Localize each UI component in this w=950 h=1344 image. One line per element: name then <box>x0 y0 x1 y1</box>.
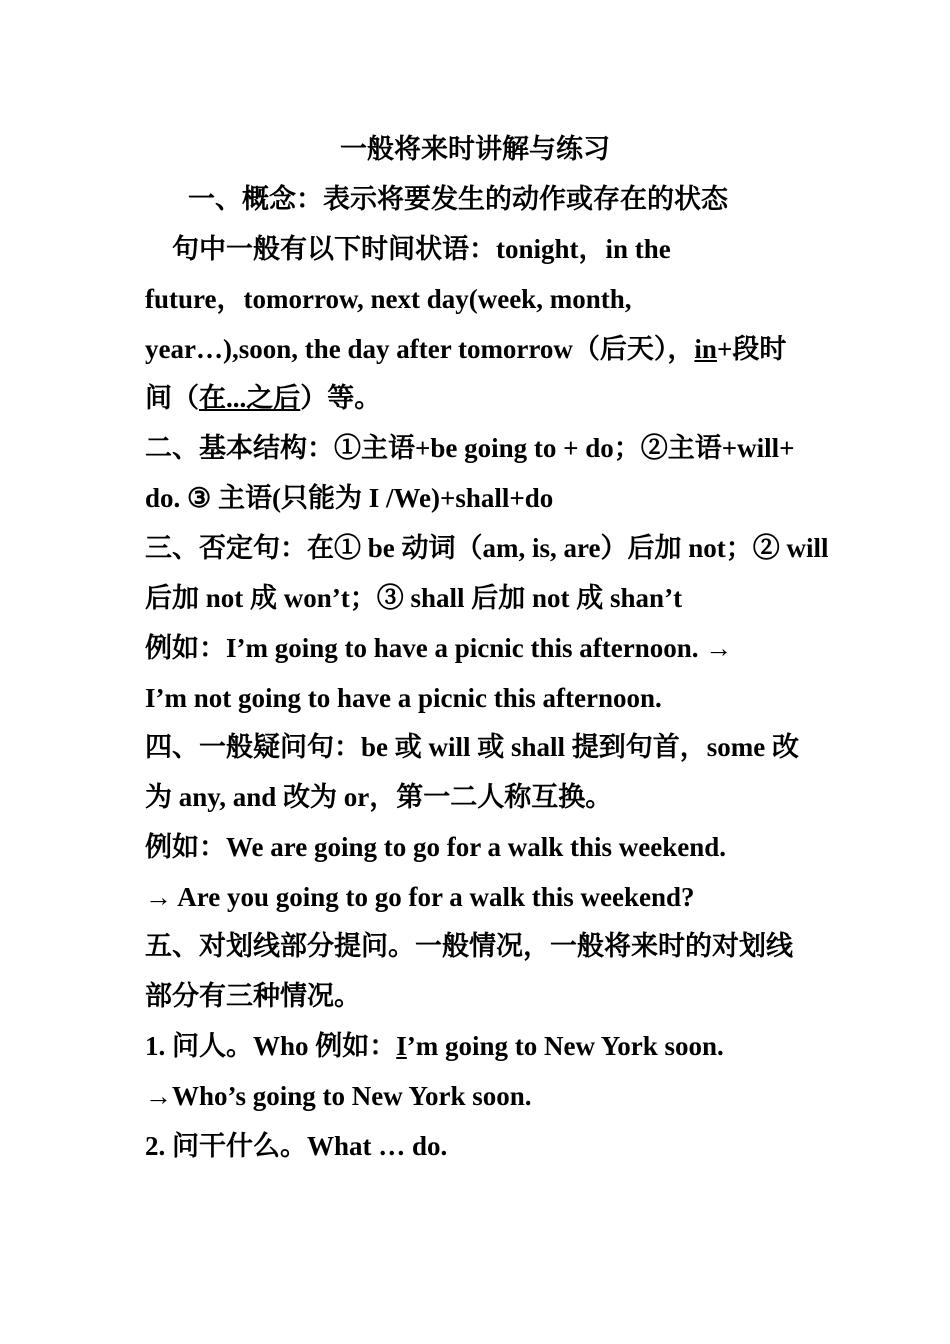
question-line-1: 四、一般疑问句：be 或 will 或 shall 提到句首，some 改 <box>145 732 800 762</box>
underlined-subject: I <box>396 1031 407 1061</box>
structure-line-2: do. ③ 主语(只能为 I /We)+shall+do <box>145 483 554 513</box>
question-example-answer: → Are you going to go for a walk this weekend? <box>145 882 695 912</box>
structure-line-1: 二、基本结构：①主语+be going to + do；②主语+will+ <box>145 433 795 463</box>
time-adverbial-line-2: future，tomorrow, next day(week, month, <box>145 284 632 314</box>
wh-item-2: 2. 问干什么。What … do. <box>145 1131 448 1161</box>
wh-item-1-rest: ’m going to New York soon. <box>406 1031 724 1061</box>
time-adverbial-line-1: 句中一般有以下时间状语：tonight，in the <box>172 234 671 264</box>
question-line-2: 为 any, and 改为 or，第一二人称互换。 <box>145 782 613 812</box>
underlined-after: 在...之后 <box>199 383 301 413</box>
time-adverbial-text-end: +段时 <box>716 334 787 364</box>
wh-item-1-prefix: 1. 问人。Who 例如： <box>145 1031 397 1061</box>
underlined-in: in <box>694 334 717 364</box>
time-adverbial-text: year…),soon, the day after tomorrow（后天）， <box>145 334 695 364</box>
wh-item-1 <box>145 1029 815 1063</box>
question-example: 例如：We are going to go for a walk this weekend. <box>145 832 727 862</box>
negative-line-2: 后加 not 成 won’t；③ shall 后加 not 成 shan’t <box>145 583 683 613</box>
negative-example: 例如：I’m going to have a picnic this afternoon. → <box>145 633 733 663</box>
page-title: 一般将来时讲解与练习 <box>340 134 610 164</box>
concept-heading: 一、概念：表示将要发生的动作或存在的状态 <box>188 184 728 214</box>
time-adverbial-line-3 <box>145 332 815 366</box>
negative-example-answer: I’m not going to have a picnic this afternoon. <box>145 683 662 713</box>
time-adverbial-prefix: 间（ <box>145 383 199 413</box>
negative-line-1: 三、否定句：在① be 动词（am, is, are）后加 not；② will <box>145 533 829 563</box>
wh-question-line-2: 部分有三种情况。 <box>145 981 361 1011</box>
wh-question-line-1: 五、对划线部分提问。一般情况，一般将来时的对划线 <box>145 931 793 961</box>
wh-item-1-answer: →Who’s going to New York soon. <box>145 1081 532 1111</box>
time-adverbial-suffix: ）等。 <box>300 383 382 413</box>
time-adverbial-line-4 <box>145 381 815 415</box>
